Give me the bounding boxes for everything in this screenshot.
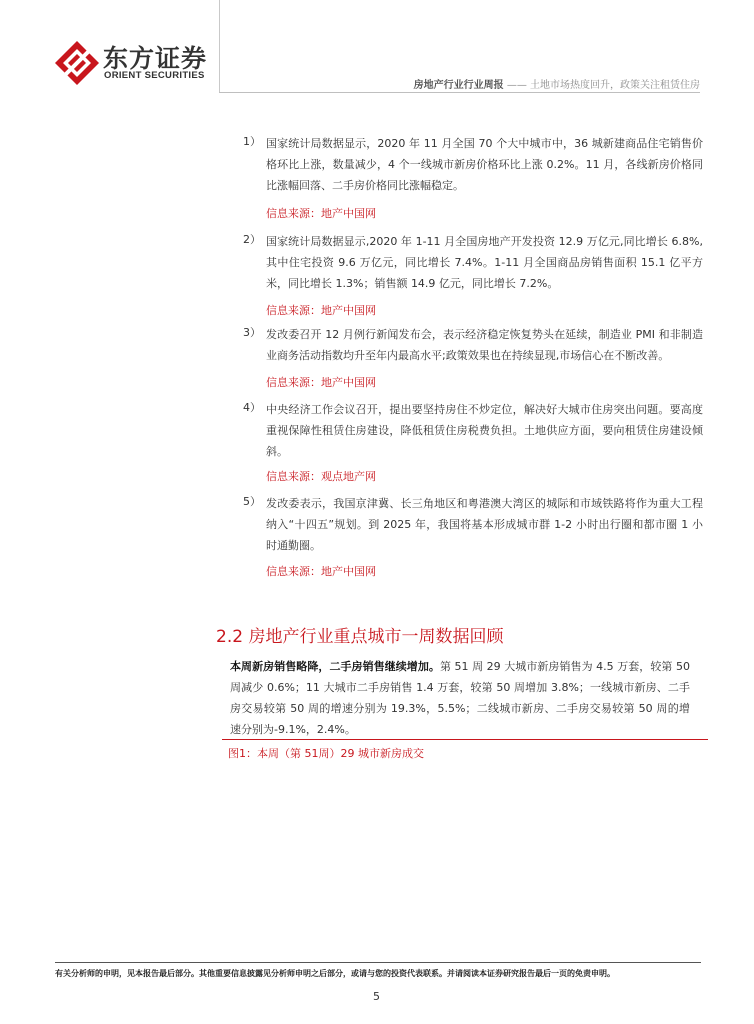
company-logo: [55, 37, 235, 87]
news-item-text: 中央经济工作会议召开，提出要坚持房住不炒定位，解决好大城市住房突出问题。要高度重视保障性租赁住房建设，降低租赁住房税费负担。土地供应方面，要向租赁住房建设倾斜。: [266, 403, 703, 458]
news-item-number: 2）: [243, 233, 261, 246]
header-divider: [219, 92, 700, 93]
news-item-number: 3）: [243, 326, 261, 339]
news-item-number: 1）: [243, 135, 261, 148]
news-item-source: 信息来源：地产中国网: [266, 376, 376, 389]
logo-name-en: ORIENT SECURITIES: [104, 70, 205, 81]
running-header: [414, 76, 700, 91]
figure-caption: 图1：本周（第 51周）29 城市新房成交: [228, 747, 424, 760]
news-item-number: 5）: [243, 495, 261, 508]
header-vertical-divider: [219, 0, 220, 92]
page-number: 5: [373, 990, 380, 1003]
footer-divider: [55, 962, 701, 963]
news-item-source: 信息来源：地产中国网: [266, 565, 376, 578]
news-item-text: 发改委表示，我国京津冀、长三角地区和粤港澳大湾区的城际和市域铁路将作为重大工程纳入“十四五”规划。到 2025 年，我国将基本形成城市群 1-2 小时出行圈和都市圈 1 小时通勤圈。: [266, 497, 703, 552]
header-separator: ——: [503, 80, 530, 91]
section-paragraph: [230, 656, 690, 740]
news-item-text: 国家统计局数据显示,2020 年 1-11 月全国房地产开发投资 12.9 万亿元,同比增长 6.8%,其中住宅投资 9.6 万亿元，同比增长 7.4%。1-11 月全国商品房销售面积 15.1 亿平方米，同比增长 1.3%；销售额 14.9 亿元，同比增长 7.2%。: [266, 235, 703, 290]
section-body-text: 第 51 周 29 大城市新房销售为 4.5 万套，较第 50 周减少 0.6%；11 大城市二手房销售 1.4 万套，较第 50 周增加 3.8%；一线城市新房、二手房交易较第 50 周的增速分别为 19.3%，5.5%；二线城市新房、二手房交易较第 50 周的增速分别为-9.1%，2.4%。: [230, 660, 691, 736]
news-item-number: 4）: [243, 401, 261, 414]
figure-divider: [222, 739, 708, 740]
news-item-text: 发改委召开 12 月例行新闻发布会，表示经济稳定恢复势头在延续，制造业 PMI 和非制造业商务活动指数均升至年内最高水平;政策效果也在持续显现,市场信心在不断改善。: [266, 328, 703, 362]
report-type: 房地产行业行业周报: [413, 80, 504, 91]
orient-securities-logo-icon: [55, 41, 99, 85]
footer-disclaimer: 有关分析师的申明，见本报告最后部分。其他重要信息披露见分析师申明之后部分，或请与您的投资代表联系。并请阅读本证券研究报告最后一页的免责申明。: [55, 969, 615, 978]
section-title: 2.2 房地产行业重点城市一周数据回顾: [216, 627, 504, 647]
section-lead-bold: 本周新房销售略降，二手房销售继续增加。: [230, 660, 440, 673]
report-subtitle: 土地市场热度回升，政策关注租赁住房: [530, 80, 700, 91]
news-item-source: 信息来源：地产中国网: [266, 304, 376, 317]
news-item-source: 信息来源：观点地产网: [266, 470, 376, 483]
news-item-text: 国家统计局数据显示，2020 年 11 月全国 70 个大中城市中，36 城新建商品住宅销售价格环比上涨，数量减少，4 个一线城市新房价格环比上涨 0.2%。11 月，各线新房价格同比涨幅回落、二手房价格同比涨幅稳定。: [266, 137, 703, 192]
news-item-source: 信息来源：地产中国网: [266, 207, 376, 220]
logo-name-cn: 东方证券: [103, 44, 208, 73]
